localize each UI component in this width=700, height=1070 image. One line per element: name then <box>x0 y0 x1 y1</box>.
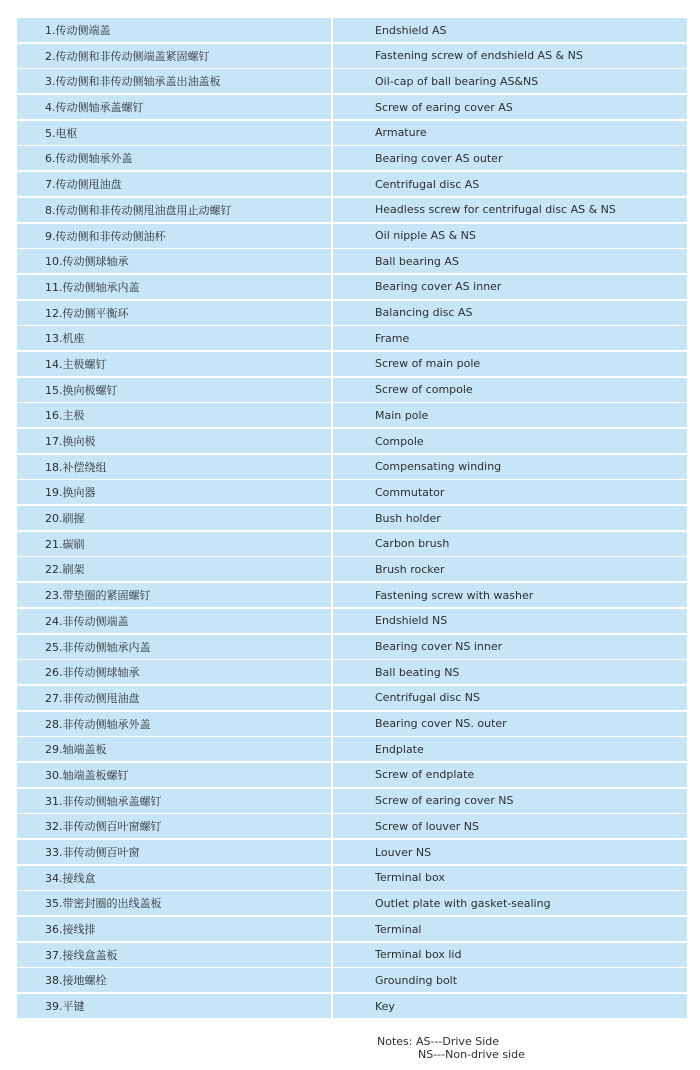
part-name-english: Ball bearing AS <box>333 249 687 273</box>
part-name-chinese: 24.非传动侧端盖 <box>17 609 331 633</box>
part-name-chinese: 27.非传动侧甩油盘 <box>17 686 331 710</box>
notes-line-1: Notes: AS---Drive Side <box>377 1035 499 1048</box>
part-name-chinese: 19.换向器 <box>17 480 331 504</box>
table-row <box>17 994 687 1018</box>
part-name-english: Oil-cap of ball bearing AS&NS <box>333 69 687 93</box>
table-row <box>17 403 687 427</box>
table-row <box>17 172 687 196</box>
part-name-english: Balancing disc AS <box>333 301 687 325</box>
table-row <box>17 69 687 93</box>
part-name-english: Screw of louver NS <box>333 814 687 838</box>
table-row <box>17 891 687 915</box>
parts-table <box>17 18 687 1020</box>
table-row <box>17 429 687 453</box>
part-name-chinese: 13.机座 <box>17 326 331 350</box>
part-name-chinese: 38.接地螺栓 <box>17 968 331 992</box>
part-name-chinese: 7.传动侧甩油盘 <box>17 172 331 196</box>
part-name-english: Compensating winding <box>333 455 687 479</box>
table-row <box>17 480 687 504</box>
notes <box>377 1035 525 1061</box>
table-row <box>17 301 687 325</box>
part-name-english: Armature <box>333 121 687 145</box>
part-name-chinese: 32.非传动侧百叶窗螺钉 <box>17 814 331 838</box>
table-row <box>17 146 687 170</box>
table-row <box>17 224 687 248</box>
part-name-chinese: 28.非传动侧轴承外盖 <box>17 712 331 736</box>
table-row <box>17 95 687 119</box>
part-name-english: Fastening screw of endshield AS & NS <box>333 44 687 68</box>
table-row <box>17 352 687 376</box>
table-row <box>17 532 687 556</box>
part-name-english: Terminal box <box>333 866 687 890</box>
table-row <box>17 275 687 299</box>
part-name-chinese: 33.非传动侧百叶窗 <box>17 840 331 864</box>
part-name-english: Outlet plate with gasket-sealing <box>333 891 687 915</box>
part-name-chinese: 16.主极 <box>17 403 331 427</box>
part-name-english: Main pole <box>333 403 687 427</box>
part-name-english: Ball beating NS <box>333 660 687 684</box>
table-row <box>17 121 687 145</box>
table-row <box>17 814 687 838</box>
part-name-chinese: 31.非传动侧轴承盖螺钉 <box>17 789 331 813</box>
part-name-english: Frame <box>333 326 687 350</box>
table-row <box>17 44 687 68</box>
part-name-chinese: 30.轴端盖板螺钉 <box>17 763 331 787</box>
table-row <box>17 506 687 530</box>
table-row <box>17 840 687 864</box>
table-row <box>17 763 687 787</box>
part-name-english: Grounding bolt <box>333 968 687 992</box>
part-name-chinese: 5.电枢 <box>17 121 331 145</box>
part-name-chinese: 11.传动侧轴承内盖 <box>17 275 331 299</box>
part-name-chinese: 6.传动侧轴承外盖 <box>17 146 331 170</box>
part-name-english: Screw of compole <box>333 378 687 402</box>
table-row <box>17 455 687 479</box>
table-row <box>17 18 687 42</box>
part-name-english: Endshield AS <box>333 18 687 42</box>
part-name-chinese: 4.传动侧轴承盖螺钉 <box>17 95 331 119</box>
part-name-chinese: 22.刷架 <box>17 557 331 581</box>
part-name-chinese: 25.非传动侧轴承内盖 <box>17 635 331 659</box>
part-name-chinese: 34.接线盒 <box>17 866 331 890</box>
part-name-english: Bearing cover AS outer <box>333 146 687 170</box>
table-row <box>17 635 687 659</box>
table-row <box>17 557 687 581</box>
table-row <box>17 789 687 813</box>
part-name-english: Bush holder <box>333 506 687 530</box>
part-name-chinese: 29.轴端盖板 <box>17 737 331 761</box>
part-name-english: Key <box>333 994 687 1018</box>
table-row <box>17 686 687 710</box>
table-row <box>17 917 687 941</box>
part-name-chinese: 10.传动侧球轴承 <box>17 249 331 273</box>
part-name-english: Screw of main pole <box>333 352 687 376</box>
part-name-english: Oil nipple AS & NS <box>333 224 687 248</box>
part-name-chinese: 3.传动侧和非传动侧轴承盖出油盖板 <box>17 69 331 93</box>
part-name-english: Screw of endplate <box>333 763 687 787</box>
part-name-chinese: 18.补偿绕组 <box>17 455 331 479</box>
table-row <box>17 968 687 992</box>
part-name-english: Screw of earing cover AS <box>333 95 687 119</box>
part-name-english: Commutator <box>333 480 687 504</box>
part-name-english: Compole <box>333 429 687 453</box>
table-row <box>17 249 687 273</box>
part-name-chinese: 8.传动侧和非传动侧甩油盘用止动螺钉 <box>17 198 331 222</box>
part-name-english: Endshield NS <box>333 609 687 633</box>
table-row <box>17 943 687 967</box>
notes-line-2: NS---Non-drive side <box>418 1048 525 1061</box>
part-name-english: Centrifugal disc NS <box>333 686 687 710</box>
table-row <box>17 378 687 402</box>
part-name-english: Headless screw for centrifugal disc AS & NS <box>333 198 687 222</box>
part-name-chinese: 17.换向极 <box>17 429 331 453</box>
part-name-english: Bearing cover AS inner <box>333 275 687 299</box>
table-row <box>17 712 687 736</box>
part-name-chinese: 9.传动侧和非传动侧油杯 <box>17 224 331 248</box>
table-row <box>17 198 687 222</box>
part-name-english: Terminal box lid <box>333 943 687 967</box>
table-row <box>17 609 687 633</box>
part-name-english: Endplate <box>333 737 687 761</box>
part-name-english: Louver NS <box>333 840 687 864</box>
table-row <box>17 866 687 890</box>
part-name-chinese: 1.传动侧端盖 <box>17 18 331 42</box>
part-name-english: Screw of earing cover NS <box>333 789 687 813</box>
part-name-chinese: 23.带垫圈的紧固螺钉 <box>17 583 331 607</box>
table-row <box>17 583 687 607</box>
part-name-english: Brush rocker <box>333 557 687 581</box>
part-name-chinese: 26.非传动侧球轴承 <box>17 660 331 684</box>
part-name-chinese: 2.传动侧和非传动侧端盖紧固螺钉 <box>17 44 331 68</box>
part-name-english: Carbon brush <box>333 532 687 556</box>
part-name-chinese: 20.刷握 <box>17 506 331 530</box>
part-name-english: Bearing cover NS inner <box>333 635 687 659</box>
table-row <box>17 326 687 350</box>
part-name-chinese: 37.接线盒盖板 <box>17 943 331 967</box>
part-name-english: Centrifugal disc AS <box>333 172 687 196</box>
part-name-chinese: 12.传动侧平衡环 <box>17 301 331 325</box>
table-row <box>17 737 687 761</box>
part-name-chinese: 15.换向极螺钉 <box>17 378 331 402</box>
part-name-chinese: 35.带密封圈的出线盖板 <box>17 891 331 915</box>
part-name-chinese: 39.平键 <box>17 994 331 1018</box>
table-row <box>17 660 687 684</box>
part-name-english: Terminal <box>333 917 687 941</box>
part-name-english: Fastening screw with washer <box>333 583 687 607</box>
part-name-chinese: 14.主极螺钉 <box>17 352 331 376</box>
part-name-chinese: 36.接线排 <box>17 917 331 941</box>
part-name-english: Bearing cover NS. outer <box>333 712 687 736</box>
part-name-chinese: 21.碳刷 <box>17 532 331 556</box>
